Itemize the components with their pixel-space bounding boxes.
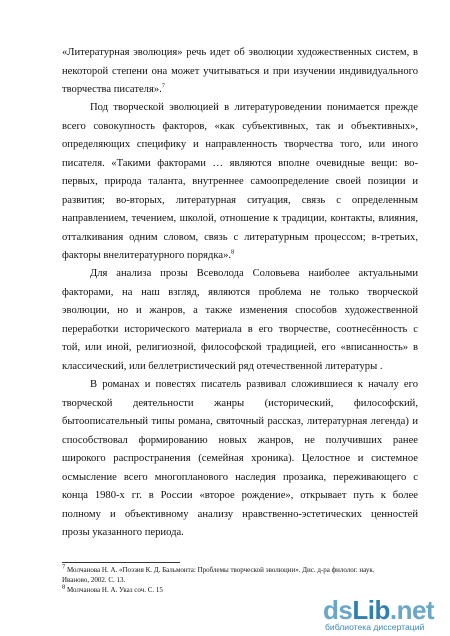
- text-line: полному и объективному анализу нравственно-эстетических ценностей: [62, 508, 418, 520]
- text-line: «Литературная эволюция» речь идет об эволюции художественных систем, в: [62, 47, 418, 58]
- text-line: творческой деятельности жанры (исторический, философский,: [62, 397, 418, 409]
- text-line: определяющих специфику и направленность творчества того, или иного: [62, 139, 418, 150]
- footnote-text: Молчанова Н. А. Указ соч. С. 15: [65, 586, 163, 594]
- text-line: отталкивания одним словом, связь с литературным процессом; в-третьих,: [62, 231, 418, 243]
- text-line: прозы указанного периода.: [62, 527, 184, 538]
- text-line: факторы внелитературного порядка».$^8$: [62, 248, 235, 261]
- text-line: всего совокупность факторов, «как субъективных, так и объективных»,: [62, 120, 418, 132]
- text-line: той, или иной, религиозной, философской традицией, его «вписанность» в: [62, 342, 418, 353]
- text-line: Для анализа прозы Всеволода Соловьева наиболее актуальными: [90, 268, 418, 279]
- footnote-ref[interactable]: 7: [161, 82, 166, 90]
- text-line: конца 1980-х гг. в России «второе рождение», открывает путь к более: [62, 490, 418, 501]
- footnote-7-continued: [62, 576, 422, 586]
- text-line: развития; во-вторых, литературная ситуация, связь с определенным: [62, 194, 418, 206]
- text-line: В романах и повестях писатель развивал сложившиеся к началу его: [90, 379, 418, 390]
- text-line: писателя. «Такими факторами … являются вполне очевидные вещи: во-: [62, 157, 418, 169]
- logo-subtitle: библиотека диссертаций: [325, 622, 425, 632]
- text-line: творчества писателя».$^7$: [62, 82, 166, 95]
- text-line: осмысление всего многопланового наследия прозаика, переживающего с: [62, 471, 418, 483]
- paragraph-2: [62, 99, 418, 266]
- footnote-text: Молчанова Н. А. «Поэзия К. Д. Бальмонта: Проблемы творческой эволюции». Дис. д-ра филолог. наук.: [65, 566, 375, 574]
- text-line: широкого распространения (семейная хроника). Целостное и системное: [62, 453, 418, 464]
- paragraph-3: [62, 265, 418, 376]
- text-line: классический, или беллетристический ряд отечественной литературы .: [62, 360, 383, 372]
- text-line: бытоописательный типы романа, святочный рассказ, литературная легенда) и: [62, 416, 418, 427]
- logo-wordmark: dsLib.net: [323, 595, 435, 625]
- footnote-number: 7: [62, 563, 66, 571]
- footnote-ref[interactable]: 8: [231, 248, 235, 256]
- paragraph-1: [62, 44, 418, 100]
- text-line: способствовал формированию новых жанров, не получивших ранее: [62, 434, 418, 446]
- footnote-text: Иваново, 2002. С. 13.: [62, 576, 126, 584]
- footnote-number: 8: [62, 583, 66, 591]
- text-line: эволюции, но и жанров, а также изменения способов художественной: [62, 305, 418, 316]
- dslib-logo[interactable]: [323, 597, 438, 633]
- text-line: некоторой степени она может учитываться и при изучении индивидуального: [62, 65, 418, 77]
- text-line: первых, природа таланта, внутреннее самоопределение своей позиции и: [62, 176, 418, 187]
- text-line: направлением, течением, школой, отношение к традиции, контакты, влияния,: [62, 213, 418, 224]
- footnote-divider: [62, 562, 180, 563]
- paragraph-4: [62, 376, 418, 543]
- text-line: факторами, на наш взгляд, являются проблема не только творческой: [62, 286, 418, 298]
- text-line: Под творческой эволюцией в литературоведении понимается прежде: [90, 102, 418, 113]
- footnote-7: [62, 563, 422, 576]
- text-line: переработки исторического материала в его творчестве, соотнесённость с: [62, 323, 418, 335]
